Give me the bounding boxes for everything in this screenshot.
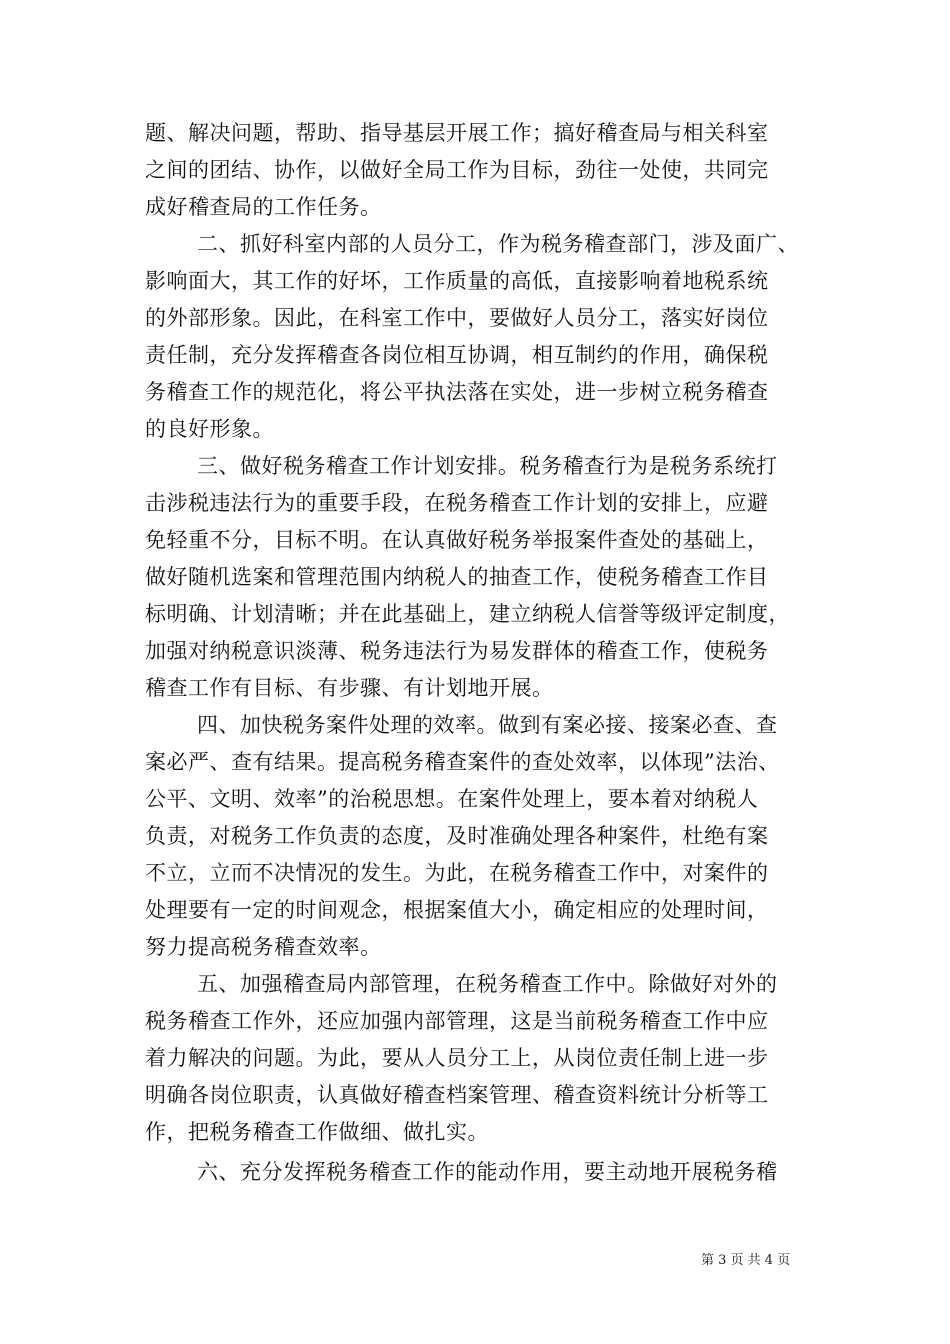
text-line: 免轻重不分，目标不明。在认真做好税务举报案件查处的基础上，: [145, 528, 769, 552]
paragraph-6-start: 六、充分发挥税务稽查工作的能动作用，要主动地开展税务稽: [197, 1160, 778, 1184]
text-line: 成好稽查局的工作任务。: [145, 195, 382, 219]
text-line: 之间的团结、协作，以做好全局工作为目标，劲往一处使，共同完: [145, 158, 769, 182]
text-line: 击涉税违法行为的重要手段，在税务稽查工作计划的安排上，应避: [145, 491, 769, 515]
text-line: 的外部形象。因此，在科室工作中，要做好人员分工，落实好岗位: [145, 306, 769, 330]
text-line: 明确各岗位职责，认真做好稽查档案管理、稽查资料统计分析等工: [145, 1083, 769, 1107]
text-line: 努力提高税务稽查效率。: [145, 935, 382, 959]
text-line: 负责，对税务工作负责的态度，及时准确处理各种案件，杜绝有案: [145, 824, 769, 848]
text-line: 不立，立而不决情况的发生。为此，在税务稽查工作中，对案件的: [145, 861, 769, 885]
text-line: 影响面大，其工作的好坏，工作质量的高低，直接影响着地税系统: [145, 269, 769, 293]
text-line: 标明确、计划清晰；并在此基础上，建立纳税人信誉等级评定制度，: [145, 602, 790, 626]
paragraph-2-start: 二、抓好科室内部的人员分工，作为税务稽查部门，涉及面广、: [197, 232, 799, 256]
text-line: 做好随机选案和管理范围内纳税人的抽查工作，使税务稽查工作目: [145, 565, 769, 589]
text-line: 务稽查工作的规范化，将公平执法落在实处，进一步树立税务稽查: [145, 380, 769, 404]
text-line: 税务稽查工作外，还应加强内部管理，这是当前税务稽查工作中应: [145, 1009, 769, 1033]
document-body: [145, 115, 807, 1191]
text-line: 责任制，充分发挥稽查各岗位相互协调，相互制约的作用，确保税: [145, 343, 769, 367]
text-line: 案必严、查有结果。提高税务稽查案件的查处效率，以体现”法治、: [145, 750, 780, 774]
text-line: 加强对纳税意识淡薄、税务违法行为易发群体的稽查工作，使税务: [145, 639, 769, 663]
page-number: 第 3 页 共 4 页: [701, 1253, 791, 1268]
text-line: 稽查工作有目标、有步骤、有计划地开展。: [145, 676, 554, 700]
text-line: 公平、文明、效率”的治税思想。在案件处理上，要本着对纳税人: [145, 787, 759, 811]
text-line: 题、解决问题，帮助、指导基层开展工作；搞好稽查局与相关科室: [145, 121, 769, 145]
text-line: 的良好形象。: [145, 417, 274, 441]
text-line: 着力解决的问题。为此，要从人员分工上，从岗位责任制上进一步: [145, 1046, 769, 1070]
paragraph-3-start: 三、做好税务稽查工作计划安排。税务稽查行为是税务系统打: [197, 454, 778, 478]
paragraph-4-start: 四、加快税务案件处理的效率。做到有案必接、接案必查、查: [197, 713, 778, 737]
text-line: 处理要有一定的时间观念，根据案值大小，确定相应的处理时间，: [145, 898, 769, 922]
text-line: 作，把税务稽查工作做细、做扎实。: [145, 1120, 489, 1144]
paragraph-5-start: 五、加强稽查局内部管理，在税务稽查工作中。除做好对外的: [197, 972, 778, 996]
